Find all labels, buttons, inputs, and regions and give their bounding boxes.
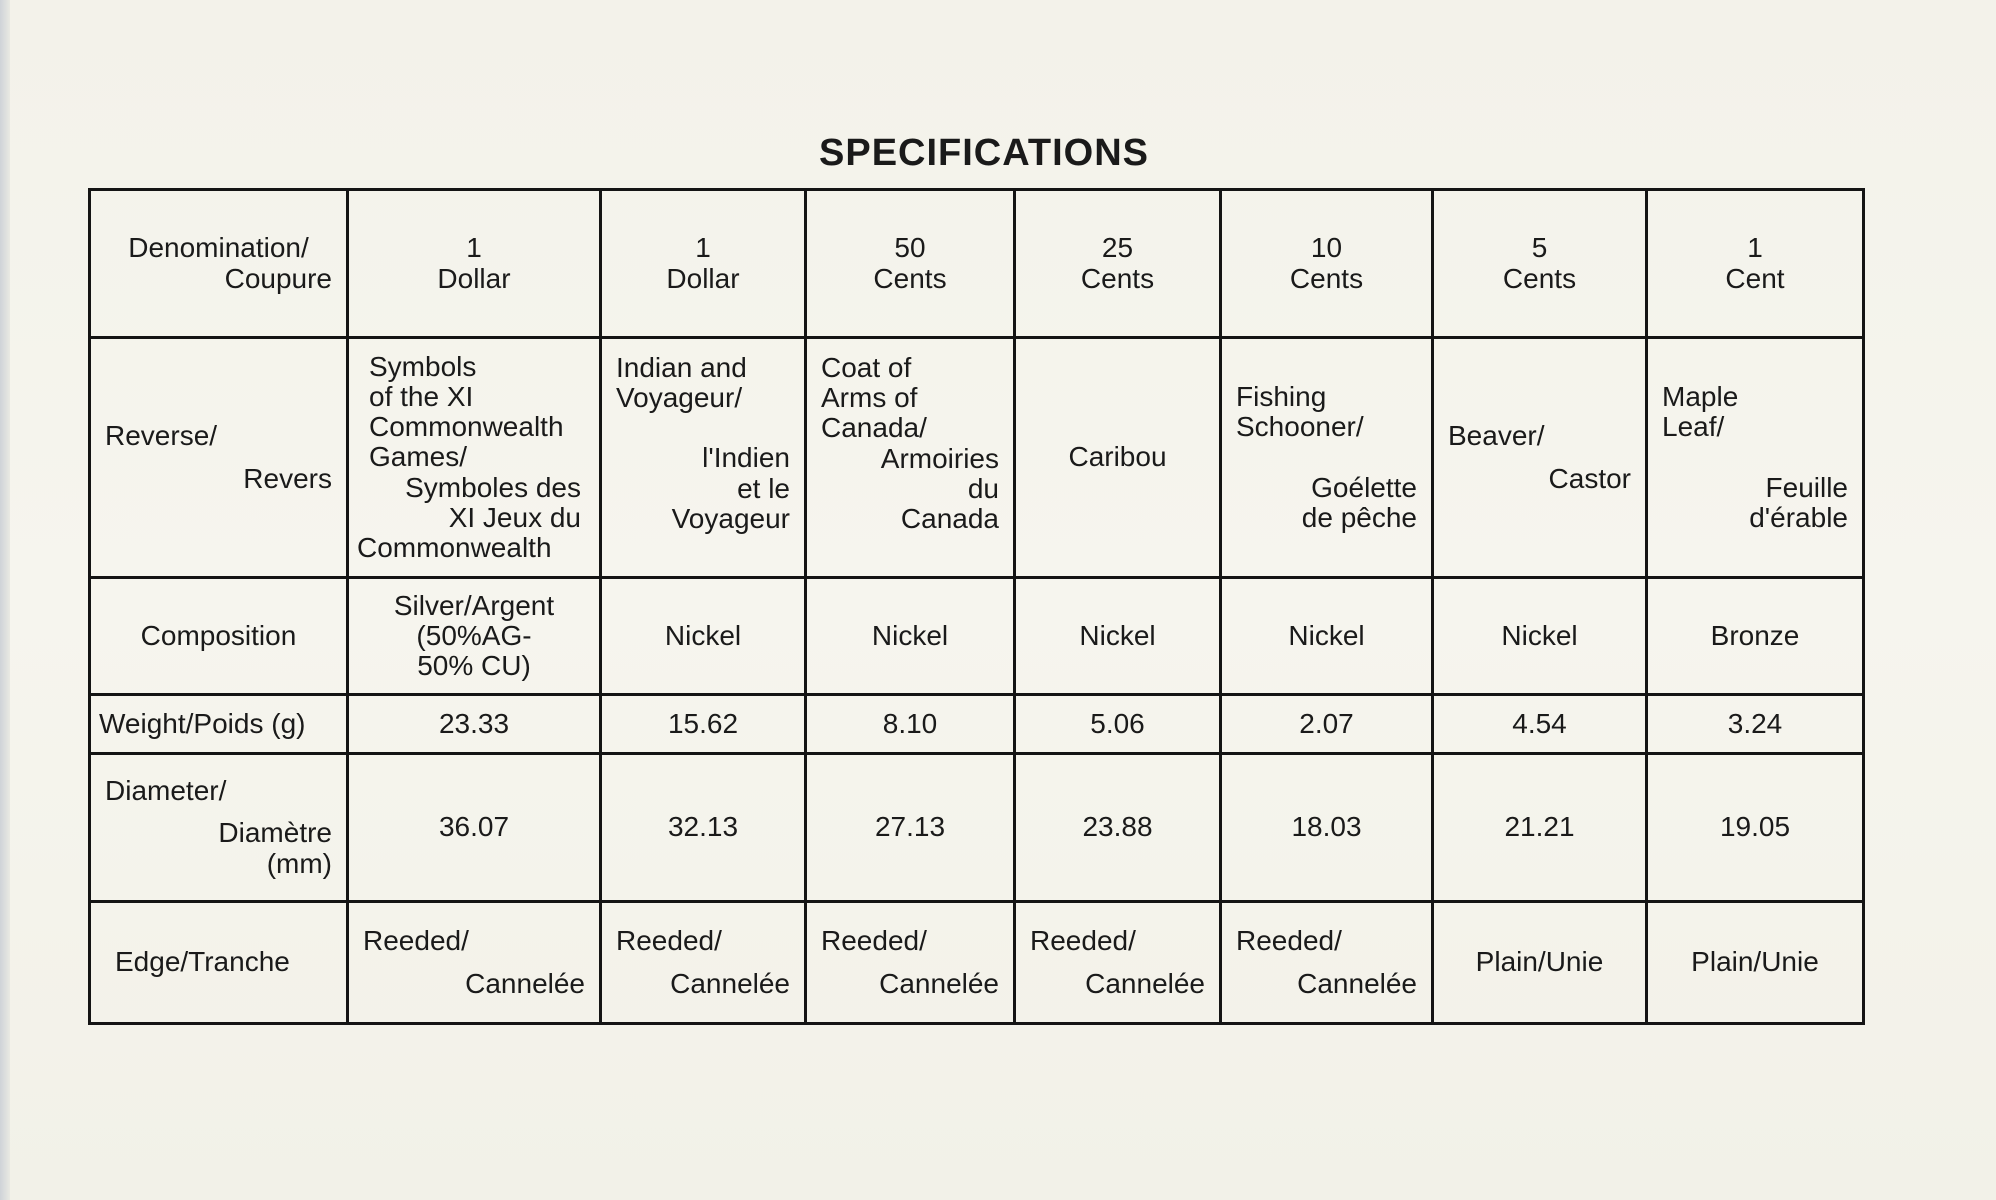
composition-cell: Nickel (806, 578, 1015, 695)
page-title: SPECIFICATIONS (819, 132, 1149, 174)
weight-cell: 23.33 (348, 695, 601, 754)
reverse-cell: Beaver/ Castor (1433, 338, 1647, 578)
reverse-cell: Indian and Voyageur/ l'Indien et le Voyageur (601, 338, 806, 578)
denomination-cell: 50 Cents (806, 190, 1015, 338)
composition-cell: Nickel (601, 578, 806, 695)
diameter-cell: 18.03 (1221, 754, 1433, 902)
denomination-cell: 1 Dollar (601, 190, 806, 338)
diameter-cell: 21.21 (1433, 754, 1647, 902)
weight-cell: 15.62 (601, 695, 806, 754)
reverse-cell: Caribou (1015, 338, 1221, 578)
composition-cell: Bronze (1647, 578, 1864, 695)
diameter-cell: 27.13 (806, 754, 1015, 902)
edge-cell: Reeded/ Cannelée (1015, 902, 1221, 1024)
edge-cell: Reeded/ Cannelée (806, 902, 1015, 1024)
row-header-composition: Composition (90, 578, 348, 695)
diameter-cell: 36.07 (348, 754, 601, 902)
edge-cell: Reeded/ Cannelée (601, 902, 806, 1024)
table-row-reverse (90, 338, 1864, 578)
denomination-cell: 25 Cents (1015, 190, 1221, 338)
reverse-cell: Maple Leaf/ Feuille d'érable (1647, 338, 1864, 578)
reverse-cell: Symbols of the XI Commonwealth Games/ Symboles des XI Jeux du Commonwealth (348, 338, 601, 578)
weight-cell: 4.54 (1433, 695, 1647, 754)
diameter-cell: 23.88 (1015, 754, 1221, 902)
denomination-cell: 1 Dollar (348, 190, 601, 338)
weight-cell: 2.07 (1221, 695, 1433, 754)
row-header-edge: Edge/Tranche (90, 902, 348, 1024)
row-header-weight: Weight/Poids (g) (90, 695, 348, 754)
weight-cell: 3.24 (1647, 695, 1864, 754)
denomination-cell: 1 Cent (1647, 190, 1864, 338)
composition-cell: Silver/Argent (50%AG- 50% CU) (348, 578, 601, 695)
row-header-denomination: Denomination/ Coupure (90, 190, 348, 338)
table-row-denomination (90, 190, 1864, 338)
specifications-table (88, 188, 1865, 1025)
weight-cell: 5.06 (1015, 695, 1221, 754)
edge-cell: Plain/Unie (1433, 902, 1647, 1024)
weight-cell: 8.10 (806, 695, 1015, 754)
diameter-cell: 19.05 (1647, 754, 1864, 902)
composition-cell: Nickel (1221, 578, 1433, 695)
composition-cell: Nickel (1433, 578, 1647, 695)
denomination-cell: 5 Cents (1433, 190, 1647, 338)
row-header-diameter: Diameter/ Diamètre (mm) (90, 754, 348, 902)
diameter-cell: 32.13 (601, 754, 806, 902)
row-header-reverse: Reverse/ Revers (90, 338, 348, 578)
table-row-diameter (90, 754, 1864, 902)
table-row-composition (90, 578, 1864, 695)
edge-cell: Plain/Unie (1647, 902, 1864, 1024)
denomination-cell: 10 Cents (1221, 190, 1433, 338)
table-row-weight (90, 695, 1864, 754)
composition-cell: Nickel (1015, 578, 1221, 695)
edge-cell: Reeded/ Cannelée (348, 902, 601, 1024)
edge-cell: Reeded/ Cannelée (1221, 902, 1433, 1024)
page-edge-shadow (0, 0, 10, 1200)
reverse-cell: Fishing Schooner/ Goélette de pêche (1221, 338, 1433, 578)
reverse-cell: Coat of Arms of Canada/ Armoiries du Canada (806, 338, 1015, 578)
table-row-edge (90, 902, 1864, 1024)
